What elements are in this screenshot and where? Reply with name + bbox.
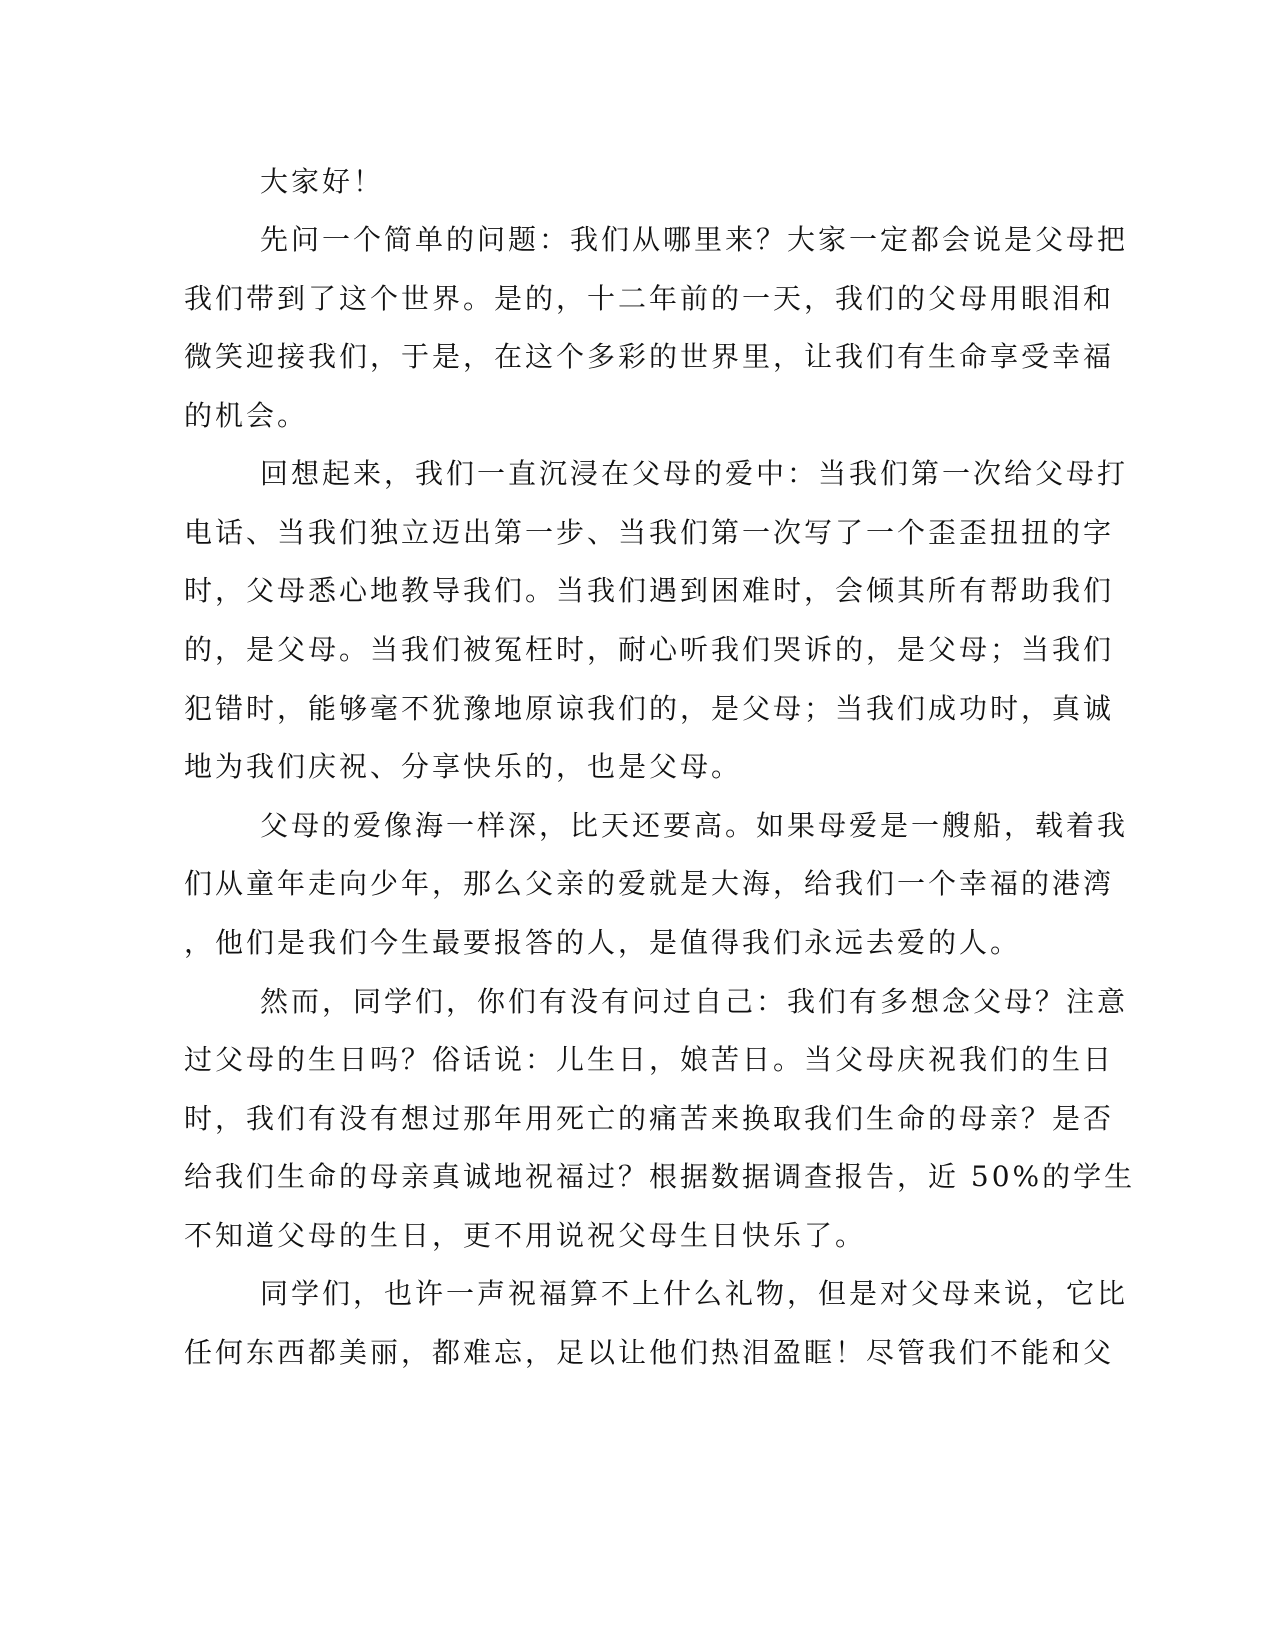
paragraph-2-line-1: 回想起来，我们一直沉浸在父母的爱中：当我们第一次给父母打 xyxy=(260,457,1129,490)
paragraph-4-line-3: 时，我们有没有想过那年用死亡的痛苦来换取我们生命的母亲？是否 xyxy=(184,1102,1115,1135)
paragraph-3-line-3: ，他们是我们今生最要报答的人，是值得我们永远去爱的人。 xyxy=(184,926,1022,959)
paragraph-5-line-2: 任何东西都美丽，都难忘，足以让他们热泪盈眶！尽管我们不能和父 xyxy=(184,1336,1115,1369)
paragraph-1-line-4: 的机会。 xyxy=(184,399,309,432)
paragraph-2-line-6: 地为我们庆祝、分享快乐的，也是父母。 xyxy=(184,750,743,783)
paragraph-2-line-2: 电话、当我们独立迈出第一步、当我们第一次写了一个歪歪扭扭的字 xyxy=(184,516,1115,549)
paragraph-3-line-1: 父母的爱像海一样深，比天还要高。如果母爱是一艘船，载着我 xyxy=(260,809,1129,842)
paragraph-3-line-2: 们从童年走向少年，那么父亲的爱就是大海，给我们一个幸福的港湾 xyxy=(184,867,1115,900)
paragraph-2-line-5: 犯错时，能够毫不犹豫地原谅我们的，是父母；当我们成功时，真诚 xyxy=(184,692,1115,725)
greeting-line: 大家好！ xyxy=(260,165,385,198)
paragraph-5-line-1: 同学们，也许一声祝福算不上什么礼物，但是对父母来说，它比 xyxy=(260,1277,1129,1310)
paragraph-4-line-1: 然而，同学们，你们有没有问过自己：我们有多想念父母？注意 xyxy=(260,985,1129,1018)
paragraph-4-line-5: 不知道父母的生日，更不用说祝父母生日快乐了。 xyxy=(184,1219,867,1252)
paragraph-2-line-4: 的，是父母。当我们被冤枉时，耐心听我们哭诉的，是父母；当我们 xyxy=(184,633,1115,666)
paragraph-1-line-2: 我们带到了这个世界。是的，十二年前的一天，我们的父母用眼泪和 xyxy=(184,282,1115,315)
paragraph-1-line-3: 微笑迎接我们，于是，在这个多彩的世界里，让我们有生命享受幸福 xyxy=(184,340,1115,373)
paragraph-4-line-4: 给我们生命的母亲真诚地祝福过？根据数据调查报告，近 50%的学生 xyxy=(184,1160,1136,1193)
paragraph-4-line-2: 过父母的生日吗？俗话说：儿生日，娘苦日。当父母庆祝我们的生日 xyxy=(184,1043,1115,1076)
paragraph-1-line-1: 先问一个简单的问题：我们从哪里来？大家一定都会说是父母把 xyxy=(260,223,1129,256)
paragraph-2-line-3: 时，父母悉心地教导我们。当我们遇到困难时，会倾其所有帮助我们 xyxy=(184,574,1115,607)
